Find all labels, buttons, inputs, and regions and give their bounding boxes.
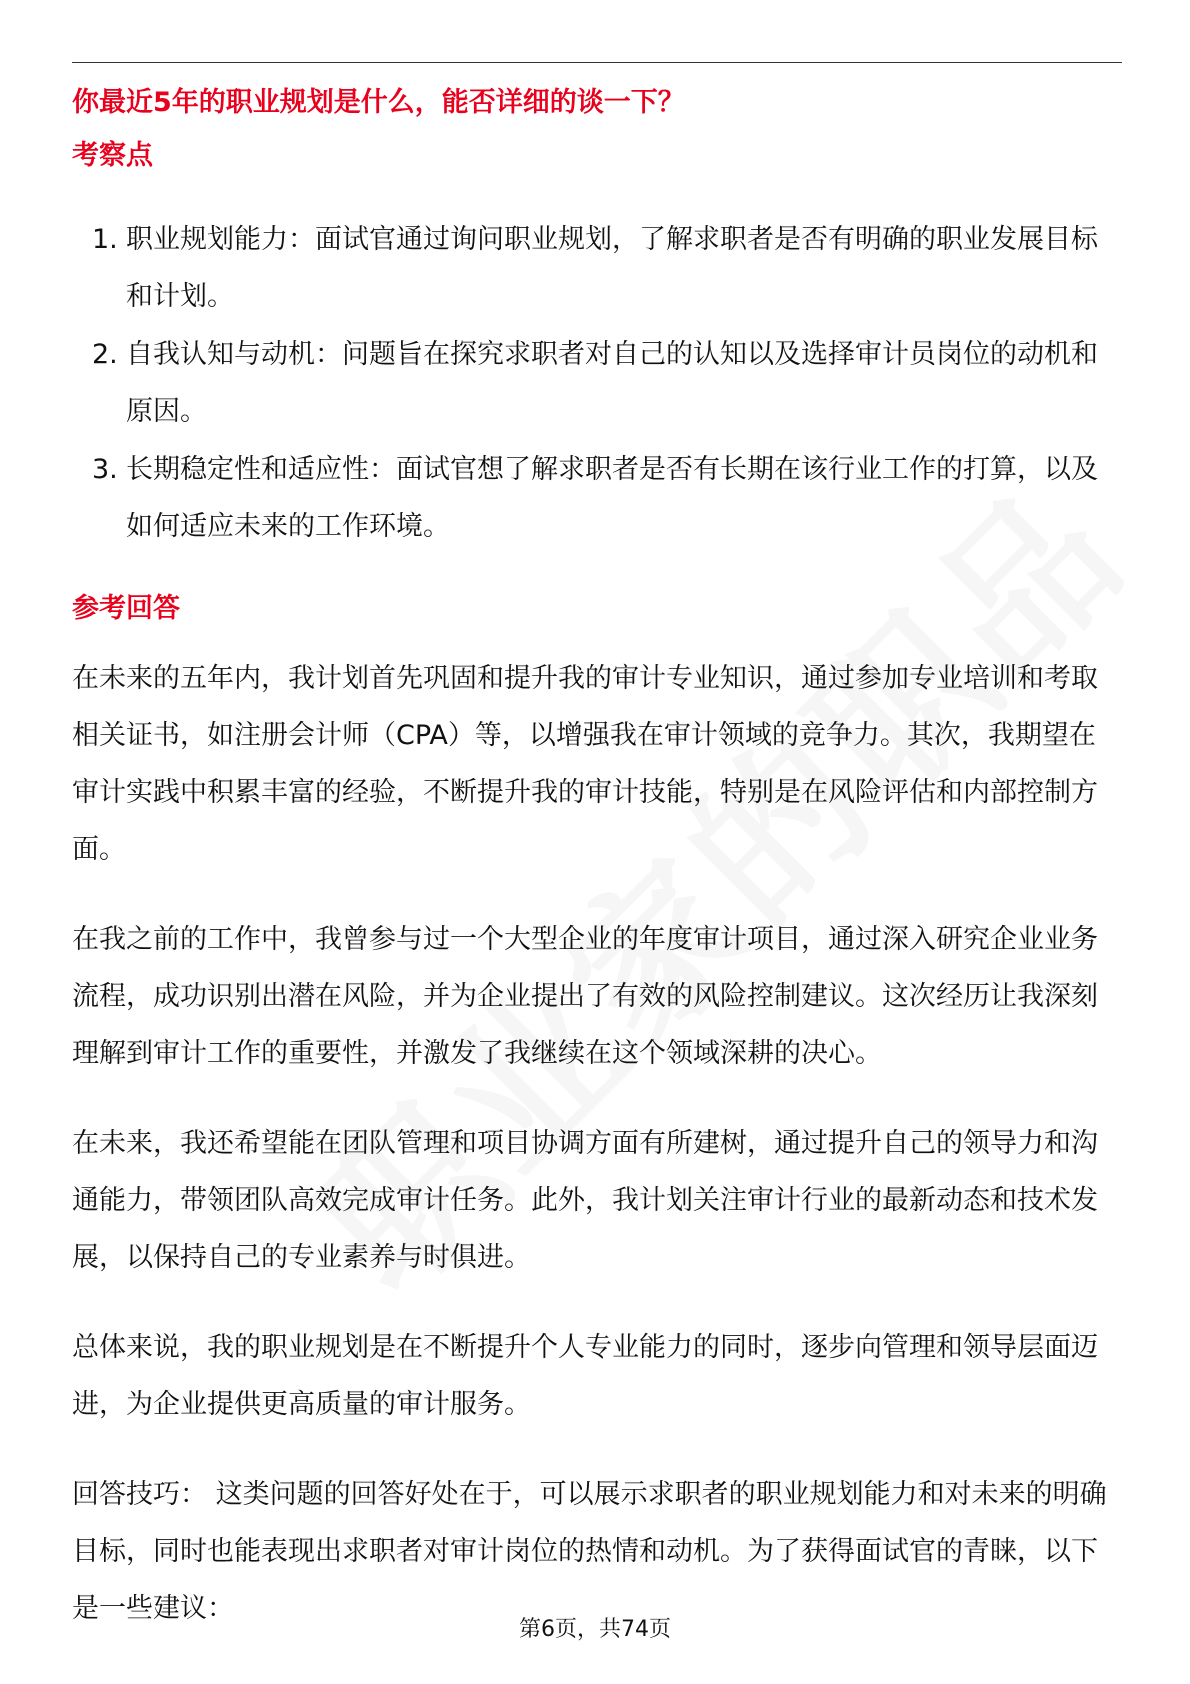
answer-paragraph: 在未来的五年内，我计划首先巩固和提升我的审计专业知识，通过参加专业培训和考取相关证书，如注册会计师（CPA）等，以增强我在审计领域的竞争力。其次，我期望在审计实践中积累丰富的经验，不断提升我的审计技能，特别是在风险评估和内部控制方面。 xyxy=(72,663,1098,865)
answer-paragraph: 总体来说，我的职业规划是在不断提升个人专业能力的同时，逐步向管理和领导层面迈进，为企业提供更高质量的审计服务。 xyxy=(72,1332,1098,1420)
list-item xyxy=(72,441,1122,555)
answer-body xyxy=(72,650,1122,1637)
top-rule xyxy=(72,62,1122,63)
answer-paragraph: 在我之前的工作中，我曾参与过一个大型企业的年度审计项目，通过深入研究企业业务流程，成功识别出潜在风险，并为企业提出了有效的风险控制建议。这次经历让我深刻理解到审计工作的重要性，并激发了我继续在这个领域深耕的决心。 xyxy=(72,924,1098,1069)
list-item-text: 自我认知与动机：问题旨在探究求职者对自己的认知以及选择审计员岗位的动机和原因。 xyxy=(126,339,1098,427)
page-number-footer: 第6页，共74页 xyxy=(519,1617,671,1642)
question-heading: 你最近5年的职业规划是什么，能否详细的谈一下？ xyxy=(72,87,685,118)
focus-points-list xyxy=(72,211,1122,555)
answer-tips-paragraph: 回答技巧： 这类问题的回答好处在于，可以展示求职者的职业规划能力和对未来的明确目标，同时也能表现出求职者对审计岗位的热情和动机。为了获得面试官的青睐，以下是一些建议： xyxy=(72,1479,1107,1624)
document-body xyxy=(72,78,1122,1637)
list-item-number: 2. xyxy=(92,339,118,370)
list-item-number: 1. xyxy=(92,224,118,255)
answer-paragraph: 在未来，我还希望能在团队管理和项目协调方面有所建树，通过提升自己的领导力和沟通能力，带领团队高效完成审计任务。此外，我计划关注审计行业的最新动态和技术发展，以保持自己的专业素养与时俱进。 xyxy=(72,1128,1098,1273)
list-item xyxy=(72,326,1122,440)
list-item xyxy=(72,211,1122,325)
list-item-number: 3. xyxy=(92,454,118,485)
section-title-answer: 参考回答 xyxy=(72,593,180,624)
section-title-focus: 考察点 xyxy=(72,140,153,171)
list-item-text: 职业规划能力：面试官通过询问职业规划，了解求职者是否有明确的职业发展目标和计划。 xyxy=(126,224,1098,312)
list-item-text: 长期稳定性和适应性：面试官想了解求职者是否有长期在该行业工作的打算，以及如何适应未来的工作环境。 xyxy=(126,454,1098,542)
